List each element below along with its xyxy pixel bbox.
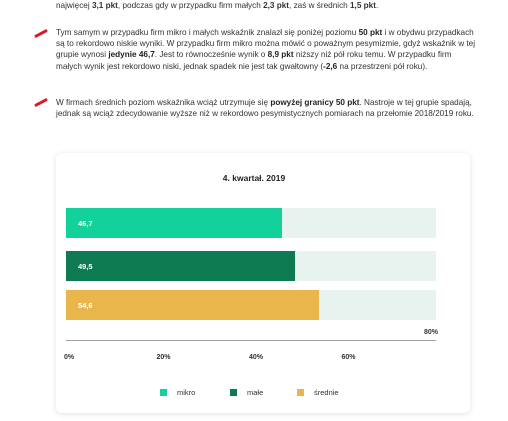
x-tick-label: 40% xyxy=(249,354,264,361)
bar-male xyxy=(66,251,295,281)
legend-label: średnie xyxy=(314,388,339,397)
text-run: . xyxy=(375,1,379,10)
bullet-marker-icon xyxy=(34,98,48,107)
text-run: W firmach średnich poziom wskaźnika wciąż utrzymuje się xyxy=(56,98,271,107)
bullet-marker-icon xyxy=(34,29,48,38)
text-run: . Jest to równocześnie wynik o xyxy=(154,50,268,60)
bar-mikro xyxy=(66,208,282,238)
text-bold: 50 pkt xyxy=(358,28,383,37)
paragraph-medium xyxy=(56,97,476,119)
legend-label: mikro xyxy=(177,388,196,397)
legend-swatch xyxy=(230,389,237,396)
text-bold: 2,3 pkt xyxy=(263,1,290,10)
text-run: , zaś w średnich xyxy=(289,1,350,10)
legend-item-mikro xyxy=(160,388,195,397)
x-end-label: 80% xyxy=(424,329,439,336)
bar-srednie xyxy=(66,290,319,320)
text-run: Tym samym w przypadku firm mikro i małych wskaźnik znalazł się poniżej poziomu xyxy=(56,28,359,37)
bar-value-label: 49,5 xyxy=(78,262,93,271)
text-run: najwięcej xyxy=(56,1,92,10)
text-bold: -2,6 xyxy=(323,61,338,71)
text-run: na przestrzeni pół roku). xyxy=(337,61,428,71)
text-bold: jedynie 46,7 xyxy=(108,50,155,60)
text-run: , podczas gdy w przypadku firm małych xyxy=(117,1,264,10)
text-bold: 1,5 pkt xyxy=(350,1,376,10)
legend-item-srednie xyxy=(297,388,339,397)
legend-item-male xyxy=(230,388,263,397)
x-axis-line xyxy=(66,340,436,341)
text-run: niższy niż pół roku temu. W przypadku firm małych wynik jest rekordowo niski, jednak spadek nie jest tak gwałtowny ( xyxy=(56,50,452,71)
legend-swatch xyxy=(297,389,304,396)
x-tick-label: 0% xyxy=(64,354,75,361)
text-bold: powyżej granicy 50 pkt xyxy=(270,98,360,107)
chart-card xyxy=(56,153,470,413)
text-run: i w obydwu przypadkach są to rekordowo niskie wyniki. W przypadku firm mikro można mówić o poważnym pesymizmie, gdyż wskaźnik w tej grupie wynosi xyxy=(56,28,476,60)
text-run: . Nastroje w tej grupie spadają, jednak są wciąż zdecydowanie wyższe niż w rekordowo pesymistycznych pomiarach na przełomie 2018/2019 roku. xyxy=(56,98,474,119)
x-tick-label: 20% xyxy=(156,354,171,361)
chart-title: 4. kwartał. 2019 xyxy=(222,173,286,183)
text-bold: 8,9 pkt xyxy=(267,50,294,60)
text-bold: 3,1 pkt xyxy=(91,1,118,10)
x-tick-label: 60% xyxy=(341,354,356,361)
intro-text-line xyxy=(56,0,496,11)
bar-value-label: 46,7 xyxy=(78,219,93,228)
legend-label: małe xyxy=(247,388,264,397)
legend-swatch xyxy=(160,389,167,396)
paragraph-micro-small xyxy=(56,27,476,72)
bar-value-label: 54,6 xyxy=(78,301,93,310)
